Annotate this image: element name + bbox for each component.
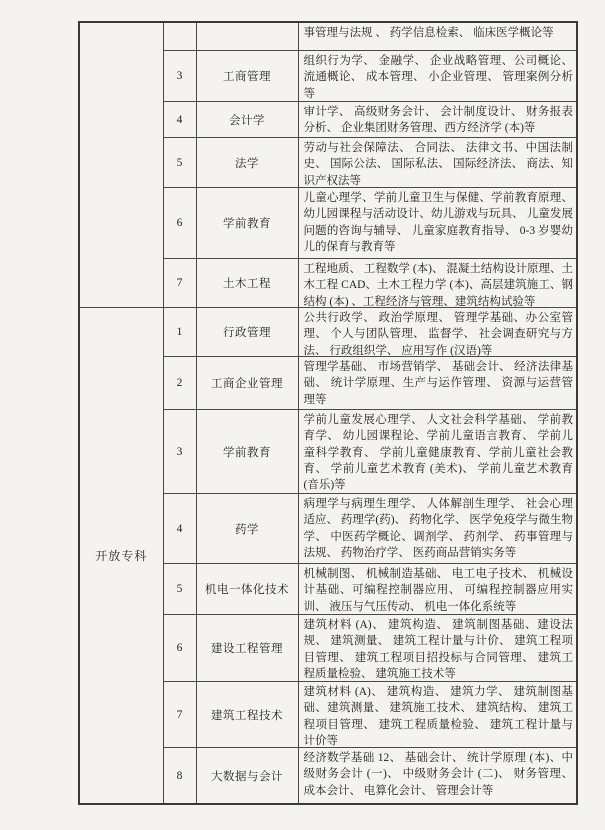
courses-text: 建筑材料 (A)、 建筑构造、 建筑力学、 建筑制图基础、建筑测量、 建筑施工技术、 建筑结构、 建筑工程项目管理、 建筑工程质量检验、 建筑工程计量与计价等 [303,686,573,747]
row-number-cell: 8 [163,748,196,805]
major-name-cell: 学前教育 [196,410,298,494]
courses-text: 机械制图、 机械制造基础、 电工电子技术、 机械设计基础、可编程控制器应用、 可编程控制器应用实训、 液压与气压传动、 机电一体化系统等 [303,568,573,613]
row-number-cell: 7 [163,682,196,748]
courses-text: 事管理与法规 、 药学信息检索、 临床医学概论等 [303,27,554,39]
courses-cell [298,410,577,494]
row-number-cell: 7 [163,259,196,308]
courses-cell [298,308,577,357]
courses-cell [298,188,577,259]
major-name-cell: 土木工程 [196,259,298,308]
table-row [79,22,577,51]
row-number-cell: 6 [163,615,196,682]
table-section-continued [79,22,577,308]
table-row [79,308,577,357]
courses-cell [298,102,577,138]
row-number-cell: 1 [163,308,196,357]
courses-text: 建筑材料 (A)、 建筑构造、 建筑制图基础、建设法规、 建筑测量、 建筑工程计量与计价、 建筑工程项目管理、 建筑工程项目招投标与合同管理、 建筑工程质量检验、 建筑施工技术等 [303,619,573,680]
row-number-cell: 4 [163,494,196,564]
major-name-cell: 机电一体化技术 [196,564,298,615]
category-cell [79,22,163,308]
courses-cell [298,682,577,748]
major-name-cell: 建设工程管理 [196,615,298,682]
row-number-cell: 2 [163,357,196,410]
courses-cell [298,22,577,51]
major-name-cell: 法学 [196,138,298,188]
courses-cell [298,259,577,308]
major-name-cell: 大数据与会计 [196,748,298,805]
courses-cell [298,748,577,805]
courses-text: 审计学、 高级财务会计、 会计制度设计、 财务报表分析、 企业集团财务管理、西方经济学 (本)等 [303,106,573,135]
major-name-cell: 工商管理 [196,51,298,102]
courses-text: 病理学与病理生理学、 人体解剖生理学、 社会心理适应、 药理学(药)、 药物化学、 医学免疫学与微生物学、 中医药学概论、调剂学、 药剂学、 药事管理与法规、 药物治疗学、 医药商品营销实务等 [303,498,573,559]
courses-text: 管理学基础、 市场营销学、 基础会计、 经济法律基础、 统计学原理、生产与运作管理、 资源与运营管理等 [303,361,573,406]
courses-cell [298,138,577,188]
courses-text: 经济数学基础 12、 基础会计、 统计学原理 (本)、中级财务会计 (一)、 中级财务会计 (二)、 财务管理、 成本会计、 电算化会计、 管理会计等 [303,752,573,797]
major-name-cell: 建筑工程技术 [196,682,298,748]
major-name-cell: 会计学 [196,102,298,138]
courses-text: 公共行政学、 政治学原理、 管理学基础、办公室管理、 个人与团队管理、 监督学、 社会调查研究与方法、 行政组织学、 应用写作 (汉语)等 [303,312,573,356]
row-number-cell: 3 [163,410,196,494]
courses-cell [298,357,577,410]
row-number-cell: 6 [163,188,196,259]
row-number-cell: 4 [163,102,196,138]
row-number-cell: 5 [163,564,196,615]
majors-courses-table [78,21,578,805]
row-number-cell [163,22,196,51]
courses-text: 组织行为学、 金融学、 企业战略管理、公司概论、流通概论、 成本管理、 小企业管理、 管理案例分析等 [303,55,573,100]
courses-text: 学前儿童发展心理学、 人文社会科学基础、 学前教育学、 幼儿园课程论、学前儿童语言教育、 学前儿童科学教育、 学前儿童健康教育、学前儿童社会教育、 学前儿童艺术教育 (美术)、 学前儿童艺术教育 (音乐)等 [303,414,573,492]
courses-text: 儿童心理学、学前儿童卫生与保健、学前教育原理、幼儿园课程与活动设计、幼儿游戏与玩具、 儿童发展问题的咨询与辅导、 儿童家庭教育指导、 0-3 岁婴幼儿的保育与教育等 [303,192,573,253]
courses-cell [298,494,577,564]
category-cell: 开放专科 [79,308,163,805]
courses-text: 工程地质、 工程数学 (本)、 混凝土结构设计原理、土木工程 CAD、土木工程力学 (本)、高层建筑施工、钢结构 (本) 、工程经济与管理、建筑结构试验等 [303,263,573,307]
courses-cell [298,564,577,615]
courses-text: 劳动与社会保障法、 合同法、 法律文书、中国法制史、 国际公法、 国际私法、 国际经济法、 商法、知识产权法等 [303,142,573,187]
courses-cell [298,615,577,682]
major-name-cell: 行政管理 [196,308,298,357]
major-name-cell: 学前教育 [196,188,298,259]
major-name-cell: 工商企业管理 [196,357,298,410]
major-name-cell: 药学 [196,494,298,564]
row-number-cell: 3 [163,51,196,102]
courses-cell [298,51,577,102]
row-number-cell: 5 [163,138,196,188]
table-section-kaifang-zhuanke [79,308,577,805]
major-name-cell [196,22,298,51]
